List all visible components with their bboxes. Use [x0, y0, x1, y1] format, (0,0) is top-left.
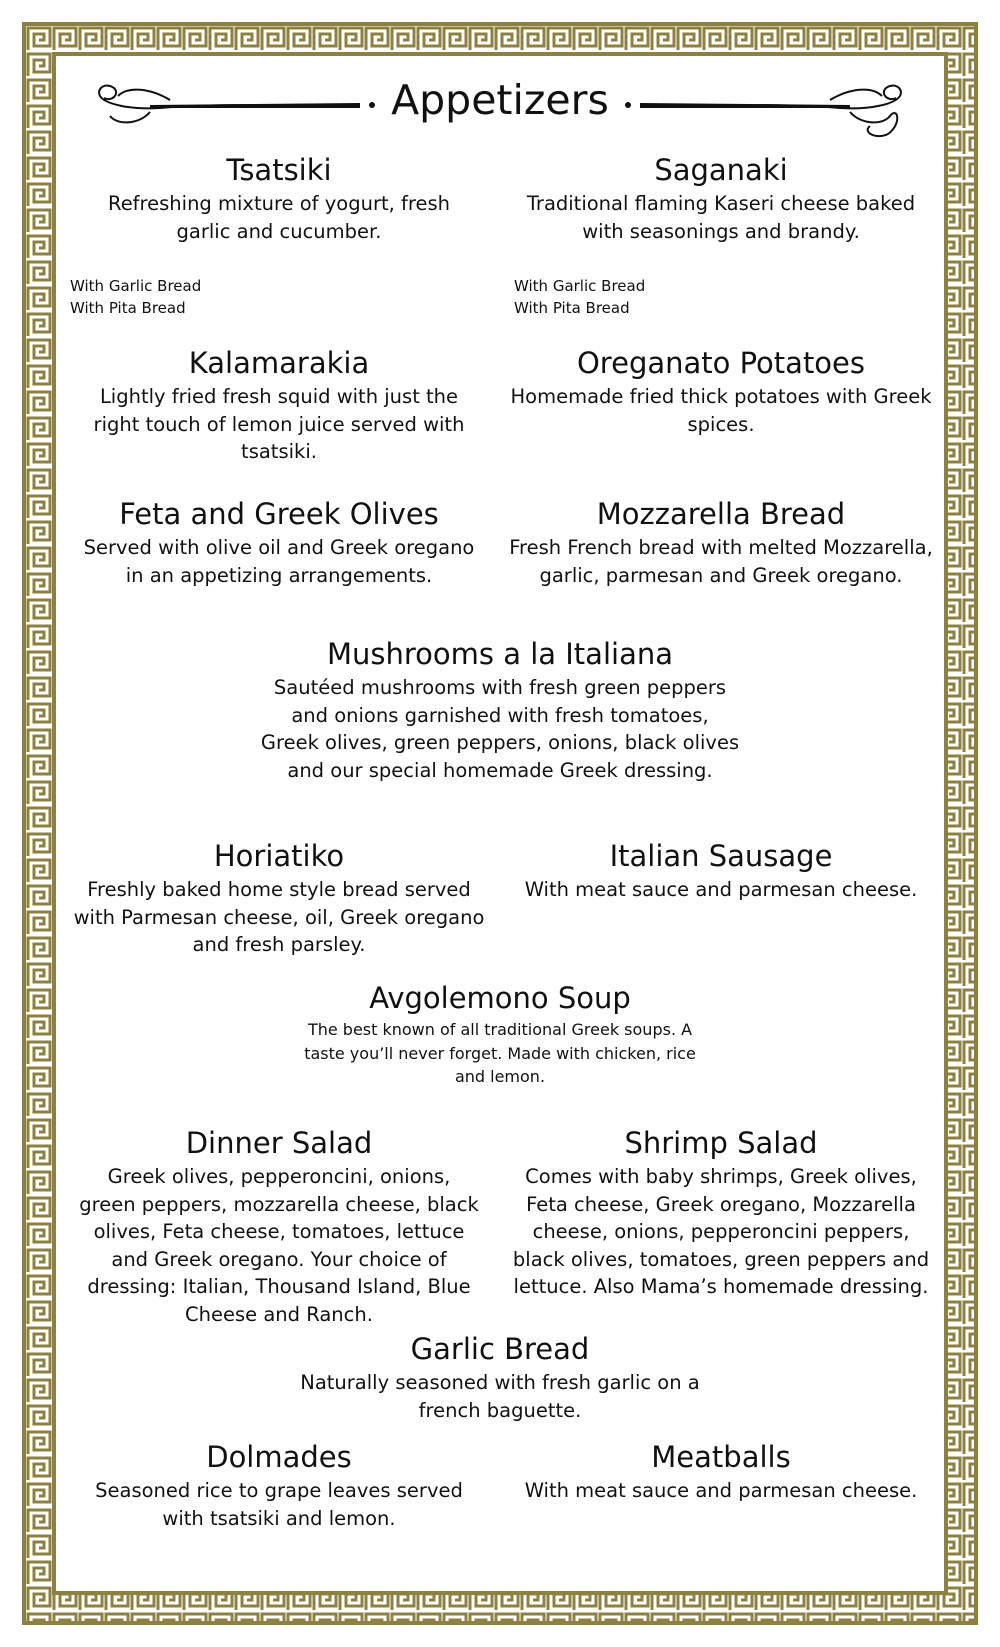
menu-item-dolmades — [63, 1439, 495, 1532]
menu-item-kalamarakia — [63, 345, 495, 466]
item-description: Served with olive oil and Greek oregano in an appetizing arrangements. — [83, 536, 475, 587]
item-name: Avgolemono Soup — [369, 981, 631, 1015]
item-name: Horiatiko — [213, 839, 345, 873]
tsatsiki-options — [70, 275, 201, 319]
item-description: The best known of all traditional Greek soups. A taste you’ll never forget. Made with chicken, rice and lemon. — [304, 1020, 696, 1086]
item-name: Meatballs — [651, 1440, 791, 1474]
menu-item-shrimp-salad — [505, 1125, 937, 1301]
menu-item-feta-olives — [63, 496, 495, 589]
item-name: Italian Sausage — [609, 839, 833, 873]
item-name: Feta and Greek Olives — [119, 497, 439, 531]
item-description: With meat sauce and parmesan cheese. — [524, 1479, 918, 1502]
item-name: Shrimp Salad — [624, 1126, 818, 1160]
item-description: Sautéed mushrooms with fresh green peppers and onions garnished with fresh tomatoes, Greek olives, green peppers, onions, black olives and our special homemade Greek dressing. — [260, 676, 740, 782]
menu-item-italian-sausage — [505, 838, 937, 904]
item-description: Naturally seasoned with fresh garlic on a french baguette. — [300, 1371, 700, 1422]
item-description: Refreshing mixture of yogurt, fresh garlic and cucumber. — [108, 192, 450, 243]
item-name: Mozzarella Bread — [596, 497, 846, 531]
item-name: Saganaki — [654, 153, 788, 187]
item-name: Oreganato Potatoes — [576, 346, 866, 380]
item-description: Fresh French bread with melted Mozzarella, garlic, parmesan and Greek oregano. — [509, 536, 933, 587]
item-description: Lightly fried fresh squid with just the right touch of lemon juice served with tsatsiki. — [93, 385, 465, 463]
item-description: Greek olives, pepperoncini, onions, green peppers, mozzarella cheese, black olives, Feta cheese, tomatoes, lettuce and Greek oregano. Your choice of dressing: Italian, Thousand Island, Blue Cheese and Ranch. — [79, 1165, 479, 1326]
item-name: Tsatsiki — [226, 153, 332, 187]
saganaki-options — [514, 275, 645, 319]
item-description: Seasoned rice to grape leaves served with tsatsiki and lemon. — [95, 1479, 463, 1530]
item-name: Kalamarakia — [188, 346, 370, 380]
menu-item-avgolemono-soup — [290, 980, 710, 1089]
option-garlic-bread: With Garlic Bread — [514, 277, 646, 295]
option-pita-bread: With Pita Bread — [70, 299, 186, 317]
menu-item-saganaki — [505, 152, 937, 245]
menu-item-mushrooms — [250, 636, 750, 784]
item-name: Dinner Salad — [185, 1126, 373, 1160]
menu-item-meatballs — [505, 1439, 937, 1505]
item-name: Dolmades — [206, 1440, 352, 1474]
menu-item-oreganato-potatoes — [505, 345, 937, 438]
item-name: Garlic Bread — [410, 1332, 590, 1366]
menu-item-mozzarella-bread — [505, 496, 937, 589]
item-description: Traditional flaming Kaseri cheese baked with seasonings and brandy. — [526, 192, 916, 243]
menu-item-tsatsiki — [63, 152, 495, 245]
menu-item-horiatiko — [63, 838, 495, 959]
option-pita-bread: With Pita Bread — [514, 299, 630, 317]
menu-item-dinner-salad — [63, 1125, 495, 1328]
item-description: Freshly baked home style bread served with Parmesan cheese, oil, Greek oregano and fresh parsley. — [73, 878, 485, 956]
menu-item-garlic-bread — [300, 1331, 700, 1424]
item-description: Homemade fried thick potatoes with Greek spices. — [510, 385, 932, 436]
item-name: Mushrooms a la Italiana — [326, 637, 673, 671]
page-title: Appetizers — [391, 76, 609, 124]
item-description: With meat sauce and parmesan cheese. — [524, 878, 918, 901]
item-description: Comes with baby shrimps, Greek olives, Feta cheese, Greek oregano, Mozzarella cheese, onions, pepperoncini peppers, black olives, tomatoes, green peppers and lettuce. Also Mama’s homemade dressing. — [512, 1165, 930, 1298]
option-garlic-bread: With Garlic Bread — [70, 277, 202, 295]
